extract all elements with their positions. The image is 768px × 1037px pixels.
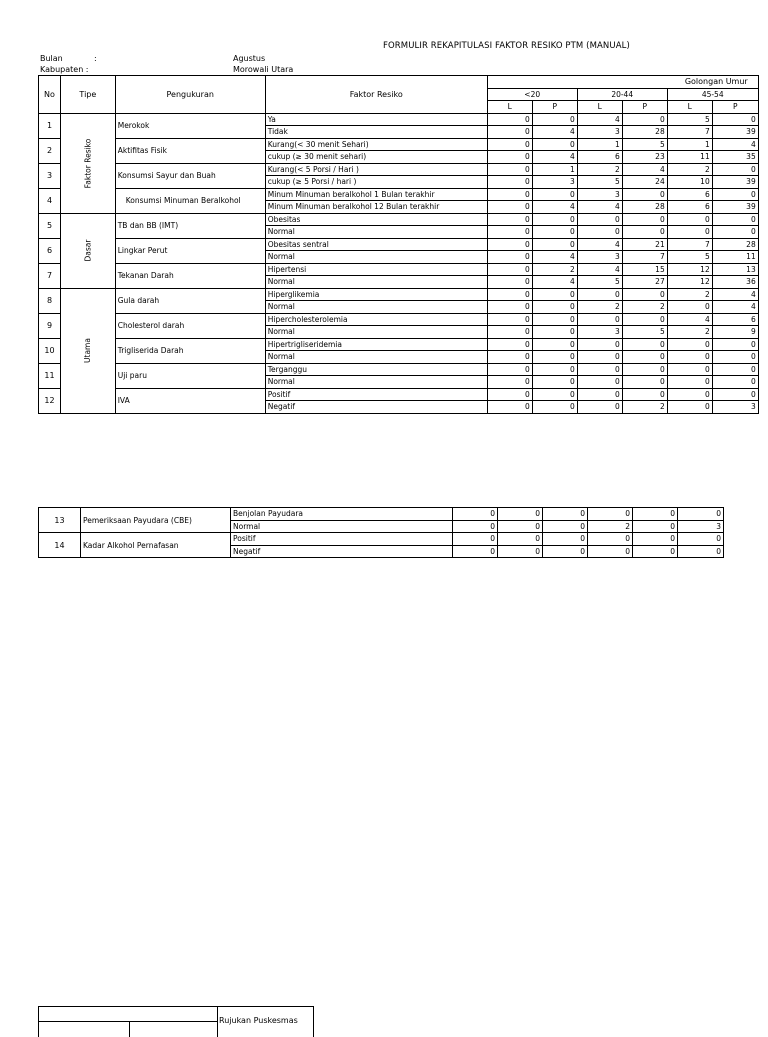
- value-cell: 4: [532, 251, 577, 264]
- value-cell: 0: [487, 126, 532, 139]
- value-cell: 6: [577, 151, 622, 164]
- value-cell: 3: [712, 401, 758, 414]
- faktor-resiko-cell: Negatif: [231, 545, 453, 558]
- header-golongan-umur: Golongan Umur: [487, 76, 758, 89]
- row-number: 12: [39, 388, 61, 413]
- value-cell: 5: [577, 176, 622, 189]
- table-row: [39, 388, 759, 401]
- value-cell: 0: [633, 545, 678, 558]
- faktor-resiko-cell: Minum Minuman beralkohol 12 Bulan terakhir: [265, 201, 487, 214]
- value-cell: 10: [667, 176, 712, 189]
- faktor-resiko-cell: cukup (≥ 30 menit sehari): [265, 151, 487, 164]
- value-cell: 0: [498, 520, 543, 533]
- faktor-resiko-cell: Normal: [265, 351, 487, 364]
- value-cell: 0: [532, 226, 577, 239]
- value-cell: 0: [712, 388, 758, 401]
- value-cell: 39: [712, 126, 758, 139]
- faktor-resiko-cell: Hiperglikemia: [265, 288, 487, 301]
- value-cell: 0: [487, 213, 532, 226]
- faktor-resiko-cell: Normal: [231, 520, 453, 533]
- value-cell: 0: [622, 388, 667, 401]
- value-cell: 5: [622, 138, 667, 151]
- value-cell: 21: [622, 238, 667, 251]
- value-cell: 0: [487, 301, 532, 314]
- value-cell: 0: [667, 301, 712, 314]
- pengukuran-cell: TB dan BB (IMT): [115, 213, 265, 238]
- value-cell: 4: [577, 113, 622, 126]
- value-cell: 0: [487, 188, 532, 201]
- value-cell: 0: [453, 520, 498, 533]
- header-l: L: [487, 101, 532, 114]
- value-cell: 0: [487, 201, 532, 214]
- value-cell: 15: [622, 263, 667, 276]
- faktor-resiko-cell: Normal: [265, 226, 487, 239]
- value-cell: 2: [667, 163, 712, 176]
- value-cell: 0: [543, 520, 588, 533]
- value-cell: 0: [487, 226, 532, 239]
- value-cell: 4: [712, 301, 758, 314]
- value-cell: 0: [577, 351, 622, 364]
- value-cell: 0: [487, 151, 532, 164]
- value-cell: 0: [712, 338, 758, 351]
- faktor-resiko-cell: Terganggu: [265, 363, 487, 376]
- table-row: [39, 113, 759, 126]
- value-cell: 0: [588, 533, 633, 546]
- header-age-under20: <20: [487, 88, 577, 101]
- value-cell: 2: [577, 163, 622, 176]
- form-title: FORMULIR REKAPITULASI FAKTOR RESIKO PTM (MANUAL): [383, 41, 630, 51]
- faktor-resiko-cell: Normal: [265, 376, 487, 389]
- row-number: 2: [39, 138, 61, 163]
- table-row: [39, 188, 759, 201]
- table-row: [39, 363, 759, 376]
- value-cell: 5: [577, 276, 622, 289]
- faktor-resiko-cell: Positif: [265, 388, 487, 401]
- value-cell: 0: [622, 188, 667, 201]
- value-cell: 0: [712, 213, 758, 226]
- value-cell: 3: [577, 188, 622, 201]
- value-cell: 2: [667, 288, 712, 301]
- value-cell: 0: [577, 288, 622, 301]
- faktor-resiko-cell: Hipertrigliseridemia: [265, 338, 487, 351]
- header-p: P: [622, 101, 667, 114]
- pengukuran-cell: Tekanan Darah: [115, 263, 265, 288]
- table-row: [39, 163, 759, 176]
- value-cell: 0: [588, 508, 633, 521]
- value-cell: 23: [622, 151, 667, 164]
- faktor-resiko-cell: Hipertensi: [265, 263, 487, 276]
- header-no: No: [39, 76, 61, 114]
- value-cell: 2: [532, 263, 577, 276]
- header-p: P: [712, 101, 758, 114]
- value-cell: 0: [487, 338, 532, 351]
- value-cell: 0: [487, 251, 532, 264]
- faktor-resiko-cell: Negatif: [265, 401, 487, 414]
- value-cell: 0: [577, 213, 622, 226]
- value-cell: 0: [532, 238, 577, 251]
- value-cell: 0: [453, 533, 498, 546]
- faktor-resiko-cell: Minum Minuman beralkohol 1 Bulan terakhir: [265, 188, 487, 201]
- value-cell: 0: [487, 276, 532, 289]
- pengukuran-cell: Trigliserida Darah: [115, 338, 265, 363]
- pengukuran-cell: Merokok: [115, 113, 265, 138]
- value-cell: 0: [678, 545, 724, 558]
- value-cell: 0: [577, 313, 622, 326]
- value-cell: 39: [712, 201, 758, 214]
- value-cell: 7: [622, 251, 667, 264]
- faktor-resiko-cell: cukup (≥ 5 Porsi / hari ): [265, 176, 487, 189]
- value-cell: 0: [633, 533, 678, 546]
- tipe-dasar: [61, 213, 116, 288]
- row-number: 11: [39, 363, 61, 388]
- value-cell: 0: [712, 113, 758, 126]
- value-cell: 0: [498, 533, 543, 546]
- value-cell: 0: [667, 351, 712, 364]
- rekap-table: [38, 75, 759, 414]
- value-cell: 0: [532, 113, 577, 126]
- faktor-resiko-cell: Hipercholesterolemia: [265, 313, 487, 326]
- bulan-label: Bulan: [40, 54, 63, 63]
- value-cell: 0: [487, 326, 532, 339]
- value-cell: 0: [622, 363, 667, 376]
- value-cell: 27: [622, 276, 667, 289]
- row-number: 1: [39, 113, 61, 138]
- value-cell: 13: [712, 263, 758, 276]
- row-number: 4: [39, 188, 61, 213]
- pengukuran-cell: Pemeriksaan Payudara (CBE): [81, 508, 231, 533]
- value-cell: 0: [678, 533, 724, 546]
- value-cell: 0: [532, 326, 577, 339]
- value-cell: 5: [667, 251, 712, 264]
- value-cell: 0: [532, 313, 577, 326]
- value-cell: 3: [532, 176, 577, 189]
- value-cell: 0: [667, 388, 712, 401]
- value-cell: 28: [712, 238, 758, 251]
- value-cell: 0: [622, 313, 667, 326]
- value-cell: 0: [633, 508, 678, 521]
- value-cell: 0: [532, 301, 577, 314]
- value-cell: 2: [667, 326, 712, 339]
- row-number: 14: [39, 533, 81, 558]
- value-cell: 0: [577, 338, 622, 351]
- header-p: P: [532, 101, 577, 114]
- value-cell: 0: [453, 545, 498, 558]
- faktor-resiko-cell: Ya: [265, 113, 487, 126]
- value-cell: 12: [667, 276, 712, 289]
- rujukan-label: Rujukan Puskesmas: [219, 1016, 298, 1025]
- header-faktor-resiko: Faktor Resiko: [265, 76, 487, 114]
- header-pengukuran: Pengukuran: [115, 76, 265, 114]
- pengukuran-cell: Uji paru: [115, 363, 265, 388]
- table-row: [39, 263, 759, 276]
- table-row: [39, 213, 759, 226]
- value-cell: 4: [532, 276, 577, 289]
- tipe-label: Utama: [83, 338, 93, 363]
- value-cell: 0: [712, 351, 758, 364]
- value-cell: 0: [588, 545, 633, 558]
- value-cell: 2: [577, 301, 622, 314]
- value-cell: 0: [577, 376, 622, 389]
- header-l: L: [577, 101, 622, 114]
- value-cell: 4: [712, 138, 758, 151]
- value-cell: 0: [667, 376, 712, 389]
- value-cell: 0: [712, 163, 758, 176]
- value-cell: 0: [453, 508, 498, 521]
- kabupaten-value: Morowali Utara: [233, 65, 294, 74]
- pengukuran-cell: Kadar Alkohol Pernafasan: [81, 533, 231, 558]
- value-cell: 6: [712, 313, 758, 326]
- value-cell: 0: [543, 545, 588, 558]
- value-cell: 0: [667, 401, 712, 414]
- value-cell: 3: [577, 126, 622, 139]
- value-cell: 1: [667, 138, 712, 151]
- value-cell: 3: [577, 326, 622, 339]
- value-cell: 5: [667, 113, 712, 126]
- header-age-20-44: 20-44: [577, 88, 667, 101]
- value-cell: 11: [712, 251, 758, 264]
- value-cell: 0: [532, 376, 577, 389]
- value-cell: 0: [577, 388, 622, 401]
- value-cell: 0: [498, 545, 543, 558]
- value-cell: 0: [712, 363, 758, 376]
- pengukuran-cell: Lingkar Perut: [115, 238, 265, 263]
- value-cell: 24: [622, 176, 667, 189]
- faktor-resiko-cell: Obesitas: [265, 213, 487, 226]
- value-cell: 0: [532, 351, 577, 364]
- value-cell: 0: [532, 388, 577, 401]
- value-cell: 4: [577, 263, 622, 276]
- value-cell: 0: [622, 351, 667, 364]
- value-cell: 12: [667, 263, 712, 276]
- value-cell: 0: [667, 363, 712, 376]
- bulan-value: Agustus: [233, 54, 266, 63]
- value-cell: 0: [712, 226, 758, 239]
- value-cell: 4: [532, 201, 577, 214]
- value-cell: 0: [532, 401, 577, 414]
- value-cell: 4: [667, 313, 712, 326]
- value-cell: 4: [577, 238, 622, 251]
- table-row: [39, 288, 759, 301]
- value-cell: 2: [622, 401, 667, 414]
- value-cell: 0: [532, 188, 577, 201]
- value-cell: 0: [532, 363, 577, 376]
- pengukuran-cell: Gula darah: [115, 288, 265, 313]
- value-cell: 0: [622, 338, 667, 351]
- value-cell: 0: [532, 288, 577, 301]
- table-row: [39, 338, 759, 351]
- value-cell: 0: [487, 263, 532, 276]
- value-cell: 0: [487, 351, 532, 364]
- value-cell: 0: [532, 213, 577, 226]
- pengukuran-cell: IVA: [115, 388, 265, 413]
- value-cell: 7: [667, 238, 712, 251]
- value-cell: 4: [577, 201, 622, 214]
- value-cell: 0: [487, 363, 532, 376]
- value-cell: 0: [633, 520, 678, 533]
- value-cell: 1: [532, 163, 577, 176]
- table-row: [39, 533, 724, 546]
- row-number: 3: [39, 163, 61, 188]
- value-cell: 0: [543, 508, 588, 521]
- value-cell: 0: [487, 113, 532, 126]
- faktor-resiko-cell: Normal: [265, 326, 487, 339]
- table-row: [39, 138, 759, 151]
- tipe-label: Dasar: [83, 239, 93, 262]
- faktor-resiko-cell: Kurang(< 30 menit Sehari): [265, 138, 487, 151]
- value-cell: 0: [712, 188, 758, 201]
- value-cell: 0: [487, 388, 532, 401]
- faktor-resiko-cell: Normal: [265, 251, 487, 264]
- rekap-table-continued: [38, 507, 724, 558]
- table-row: [39, 313, 759, 326]
- value-cell: 4: [622, 163, 667, 176]
- value-cell: 0: [487, 238, 532, 251]
- value-cell: 6: [667, 201, 712, 214]
- faktor-resiko-cell: Normal: [265, 301, 487, 314]
- value-cell: 3: [678, 520, 724, 533]
- value-cell: 0: [487, 138, 532, 151]
- value-cell: 3: [577, 251, 622, 264]
- value-cell: 9: [712, 326, 758, 339]
- value-cell: 5: [622, 326, 667, 339]
- value-cell: 0: [622, 113, 667, 126]
- value-cell: 35: [712, 151, 758, 164]
- row-number: 8: [39, 288, 61, 313]
- value-cell: 0: [667, 338, 712, 351]
- value-cell: 36: [712, 276, 758, 289]
- value-cell: 0: [532, 138, 577, 151]
- value-cell: 0: [487, 401, 532, 414]
- row-number: 10: [39, 338, 61, 363]
- value-cell: 0: [622, 288, 667, 301]
- pengukuran-cell: Aktifitas Fisik: [115, 138, 265, 163]
- header-l: L: [667, 101, 712, 114]
- pengukuran-cell: Konsumsi Minuman Beralkohol: [115, 188, 265, 213]
- value-cell: 0: [487, 163, 532, 176]
- value-cell: 0: [498, 508, 543, 521]
- value-cell: 0: [577, 363, 622, 376]
- value-cell: 4: [532, 126, 577, 139]
- value-cell: 0: [678, 508, 724, 521]
- pengukuran-cell: Konsumsi Sayur dan Buah: [115, 163, 265, 188]
- value-cell: 0: [487, 313, 532, 326]
- value-cell: 0: [487, 288, 532, 301]
- value-cell: 28: [622, 126, 667, 139]
- value-cell: 11: [667, 151, 712, 164]
- value-cell: 2: [588, 520, 633, 533]
- value-cell: 0: [667, 213, 712, 226]
- kabupaten-label: Kabupaten :: [40, 65, 89, 74]
- value-cell: 0: [532, 338, 577, 351]
- value-cell: 0: [622, 213, 667, 226]
- faktor-resiko-cell: Kurang(< 5 Porsi / Hari ): [265, 163, 487, 176]
- value-cell: 2: [622, 301, 667, 314]
- faktor-resiko-cell: Normal: [265, 276, 487, 289]
- row-number: 9: [39, 313, 61, 338]
- value-cell: 0: [712, 376, 758, 389]
- value-cell: 4: [712, 288, 758, 301]
- table-row: [39, 508, 724, 521]
- value-cell: 0: [622, 226, 667, 239]
- value-cell: 0: [577, 401, 622, 414]
- value-cell: 4: [532, 151, 577, 164]
- value-cell: 0: [487, 176, 532, 189]
- faktor-resiko-cell: Positif: [231, 533, 453, 546]
- tipe-label: Faktor Resiko: [83, 138, 93, 188]
- value-cell: 0: [667, 226, 712, 239]
- row-number: 13: [39, 508, 81, 533]
- header-age-45-54: 45-54: [667, 88, 758, 101]
- faktor-resiko-cell: Benjolan Payudara: [231, 508, 453, 521]
- value-cell: 28: [622, 201, 667, 214]
- value-cell: 0: [622, 376, 667, 389]
- faktor-resiko-cell: Obesitas sentral: [265, 238, 487, 251]
- value-cell: 6: [667, 188, 712, 201]
- value-cell: 7: [667, 126, 712, 139]
- table-row: [39, 238, 759, 251]
- row-number: 7: [39, 263, 61, 288]
- header-tipe: Tipe: [61, 76, 116, 114]
- value-cell: 1: [577, 138, 622, 151]
- pengukuran-cell: Cholesterol darah: [115, 313, 265, 338]
- tipe-faktor-resiko: [61, 113, 116, 213]
- value-cell: 0: [487, 376, 532, 389]
- faktor-resiko-cell: Tidak: [265, 126, 487, 139]
- value-cell: 0: [543, 533, 588, 546]
- rujukan-box: [38, 1006, 314, 1037]
- row-number: 5: [39, 213, 61, 238]
- value-cell: 39: [712, 176, 758, 189]
- value-cell: 0: [577, 226, 622, 239]
- tipe-utama: [61, 288, 116, 413]
- bulan-colon: :: [94, 54, 97, 63]
- row-number: 6: [39, 238, 61, 263]
